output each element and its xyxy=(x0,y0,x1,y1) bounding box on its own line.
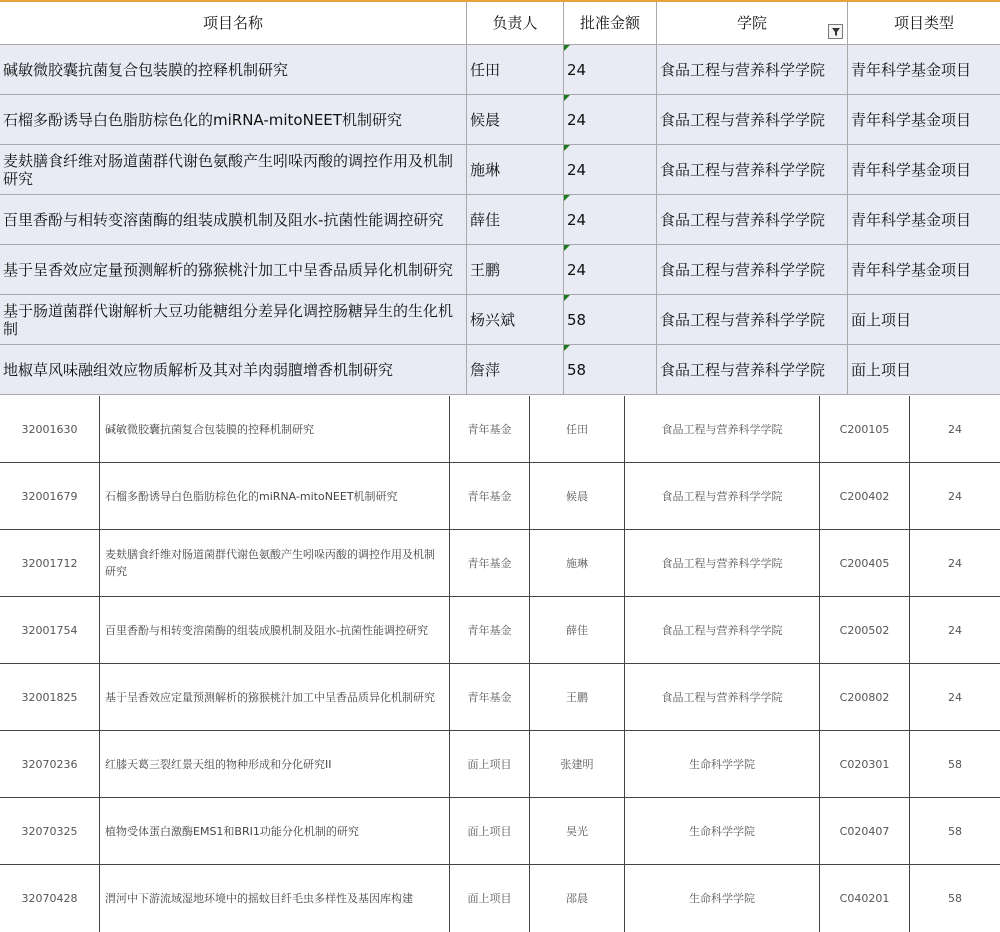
cell-leader: 张建明 xyxy=(530,731,625,797)
cell-project-title: 植物受体蛋白激酶EMS1和BRI1功能分化机制的研究 xyxy=(100,798,450,864)
cell-college: 生命科学学院 xyxy=(625,798,820,864)
spreadsheet-header-row xyxy=(0,2,1000,45)
table-row xyxy=(0,597,1000,664)
cell-leader: 任田 xyxy=(530,396,625,462)
cell-discipline-code: C040201 xyxy=(820,865,910,932)
cell-discipline-code: C200105 xyxy=(820,396,910,462)
cell-leader[interactable]: 王鹏 xyxy=(467,245,564,295)
cell-discipline-code: C200802 xyxy=(820,664,910,730)
cell-amount: 24 xyxy=(948,556,962,570)
cell-leader: 昊光 xyxy=(530,798,625,864)
cell-project-type[interactable]: 青年科学基金项目 xyxy=(848,145,1000,195)
cell-project-title: 碱敏微胶囊抗菌复合包装膜的控释机制研究 xyxy=(100,396,450,462)
cell-project-type[interactable]: 面上项目 xyxy=(848,345,1000,395)
table-row xyxy=(0,345,1000,395)
cell-amount[interactable]: 24 xyxy=(564,195,657,245)
cell-project-kind: 青年基金 xyxy=(450,664,530,730)
cell-college[interactable]: 食品工程与营养科学学院 xyxy=(657,345,848,395)
header-label: 项目名称 xyxy=(202,14,263,32)
cell-college[interactable]: 食品工程与营养科学学院 xyxy=(657,295,848,345)
cell-project-kind: 面上项目 xyxy=(450,798,530,864)
cell-amount[interactable]: 24 xyxy=(564,45,657,95)
cell-project-type[interactable]: 面上项目 xyxy=(848,295,1000,345)
cell-project-title: 渭河中下游流域湿地环境中的摇蚊目纤毛虫多样性及基因库构建 xyxy=(100,865,450,932)
cell-college: 食品工程与营养科学学院 xyxy=(625,530,820,596)
cell-project-title: 石榴多酚诱导白色脂肪棕色化的miRNA-mitoNEET机制研究 xyxy=(100,463,450,529)
table-row xyxy=(0,664,1000,731)
cell-project-name[interactable]: 百里香酚与相转变溶菌酶的组装成膜机制及阻水-抗菌性能调控研究 xyxy=(0,195,467,245)
header-label: 批准金额 xyxy=(579,14,640,32)
cell-discipline-code: C020301 xyxy=(820,731,910,797)
cell-leader[interactable]: 杨兴斌 xyxy=(467,295,564,345)
table-row xyxy=(0,195,1000,245)
cell-project-name[interactable]: 地椒草风味融组效应物质解析及其对羊肉弱膻增香机制研究 xyxy=(0,345,467,395)
cell-amount[interactable]: 58 xyxy=(564,345,657,395)
cell-leader[interactable]: 候晨 xyxy=(467,95,564,145)
header-label: 项目类型 xyxy=(893,14,954,32)
spreadsheet xyxy=(0,0,1000,395)
cell-project-title: 基于呈香效应定量预测解析的猕猴桃汁加工中呈香品质异化机制研究 xyxy=(100,664,450,730)
header-amount[interactable] xyxy=(564,2,657,45)
cell-project-name[interactable]: 基于肠道菌群代谢解析大豆功能糖组分差异化调控肠糖异生的生化机制 xyxy=(0,295,467,345)
header-college[interactable] xyxy=(657,2,848,45)
header-project-type[interactable] xyxy=(848,2,1000,45)
cell-project-title: 麦麸膳食纤维对肠道菌群代谢色氨酸产生吲哚丙酸的调控作用及机制研究 xyxy=(100,530,450,596)
table-row xyxy=(0,798,1000,865)
cell-project-id: 32001712 xyxy=(0,530,100,596)
cell-leader: 候晨 xyxy=(530,463,625,529)
cell-leader: 施琳 xyxy=(530,530,625,596)
cell-amount: 24 xyxy=(948,489,962,503)
header-leader[interactable] xyxy=(467,2,564,45)
cell-project-kind: 面上项目 xyxy=(450,731,530,797)
cell-project-id: 32070428 xyxy=(0,865,100,932)
cell-college: 食品工程与营养科学学院 xyxy=(625,396,820,462)
cell-amount[interactable]: 24 xyxy=(564,245,657,295)
cell-amount: 58 xyxy=(948,757,962,771)
cell-discipline-code: C020407 xyxy=(820,798,910,864)
header-label: 负责人 xyxy=(492,14,538,32)
cell-leader: 王鹏 xyxy=(530,664,625,730)
table-row xyxy=(0,95,1000,145)
cell-project-id: 32070236 xyxy=(0,731,100,797)
cell-project-title: 百里香酚与相转变溶菌酶的组装成膜机制及阻水-抗菌性能调控研究 xyxy=(100,597,450,663)
cell-project-kind: 青年基金 xyxy=(450,463,530,529)
table-row xyxy=(0,145,1000,195)
cell-project-type[interactable]: 青年科学基金项目 xyxy=(848,45,1000,95)
cell-project-id: 32070325 xyxy=(0,798,100,864)
cell-amount[interactable]: 24 xyxy=(564,145,657,195)
cell-college: 食品工程与营养科学学院 xyxy=(625,597,820,663)
cell-amount[interactable]: 58 xyxy=(564,295,657,345)
cell-leader[interactable]: 詹萍 xyxy=(467,345,564,395)
cell-amount[interactable]: 24 xyxy=(564,95,657,145)
cell-project-kind: 面上项目 xyxy=(450,865,530,932)
cell-project-name[interactable]: 石榴多酚诱导白色脂肪棕色化的miRNA-mitoNEET机制研究 xyxy=(0,95,467,145)
cell-amount: 24 xyxy=(948,422,962,436)
cell-project-name[interactable]: 麦麸膳食纤维对肠道菌群代谢色氨酸产生吲哚丙酸的调控作用及机制研究 xyxy=(0,145,467,195)
cell-project-type[interactable]: 青年科学基金项目 xyxy=(848,95,1000,145)
cell-project-type[interactable]: 青年科学基金项目 xyxy=(848,245,1000,295)
cell-college[interactable]: 食品工程与营养科学学院 xyxy=(657,245,848,295)
cell-college: 食品工程与营养科学学院 xyxy=(625,664,820,730)
cell-college[interactable]: 食品工程与营养科学学院 xyxy=(657,145,848,195)
cell-project-name[interactable]: 碱敏微胶囊抗菌复合包装膜的控释机制研究 xyxy=(0,45,467,95)
cell-discipline-code: C200502 xyxy=(820,597,910,663)
cell-project-kind: 青年基金 xyxy=(450,530,530,596)
cell-project-name[interactable]: 基于呈香效应定量预测解析的猕猴桃汁加工中呈香品质异化机制研究 xyxy=(0,245,467,295)
cell-project-id: 32001754 xyxy=(0,597,100,663)
cell-project-id: 32001825 xyxy=(0,664,100,730)
table-row xyxy=(0,865,1000,932)
cell-college: 生命科学学院 xyxy=(625,731,820,797)
cell-college[interactable]: 食品工程与营养科学学院 xyxy=(657,45,848,95)
cell-leader: 薛佳 xyxy=(530,597,625,663)
table-row xyxy=(0,731,1000,798)
table-row xyxy=(0,245,1000,295)
cell-amount: 58 xyxy=(948,824,962,838)
cell-project-id: 32001679 xyxy=(0,463,100,529)
table-row xyxy=(0,45,1000,95)
header-project-name[interactable] xyxy=(0,2,467,45)
cell-leader[interactable]: 施琳 xyxy=(467,145,564,195)
table-row xyxy=(0,530,1000,597)
cell-discipline-code: C200405 xyxy=(820,530,910,596)
table-row xyxy=(0,463,1000,530)
cell-leader: 邵晨 xyxy=(530,865,625,932)
cell-project-id: 32001630 xyxy=(0,396,100,462)
cell-amount: 24 xyxy=(948,690,962,704)
table-row xyxy=(0,396,1000,463)
cell-project-type[interactable]: 青年科学基金项目 xyxy=(848,195,1000,245)
cell-amount: 24 xyxy=(948,623,962,637)
cell-college[interactable]: 食品工程与营养科学学院 xyxy=(657,195,848,245)
scanned-table xyxy=(0,396,1000,928)
cell-discipline-code: C200402 xyxy=(820,463,910,529)
cell-project-title: 红膝天葛三裂红景天组的物种形成和分化研究II xyxy=(100,731,450,797)
filter-dropdown-icon[interactable] xyxy=(828,24,843,39)
cell-college: 食品工程与营养科学学院 xyxy=(625,463,820,529)
cell-project-kind: 青年基金 xyxy=(450,597,530,663)
table-row xyxy=(0,295,1000,345)
cell-amount: 58 xyxy=(948,892,962,905)
cell-leader[interactable]: 任田 xyxy=(467,45,564,95)
header-label: 学院 xyxy=(736,14,767,32)
cell-project-kind: 青年基金 xyxy=(450,396,530,462)
cell-leader[interactable]: 薛佳 xyxy=(467,195,564,245)
cell-college[interactable]: 食品工程与营养科学学院 xyxy=(657,95,848,145)
cell-college: 生命科学学院 xyxy=(625,865,820,932)
